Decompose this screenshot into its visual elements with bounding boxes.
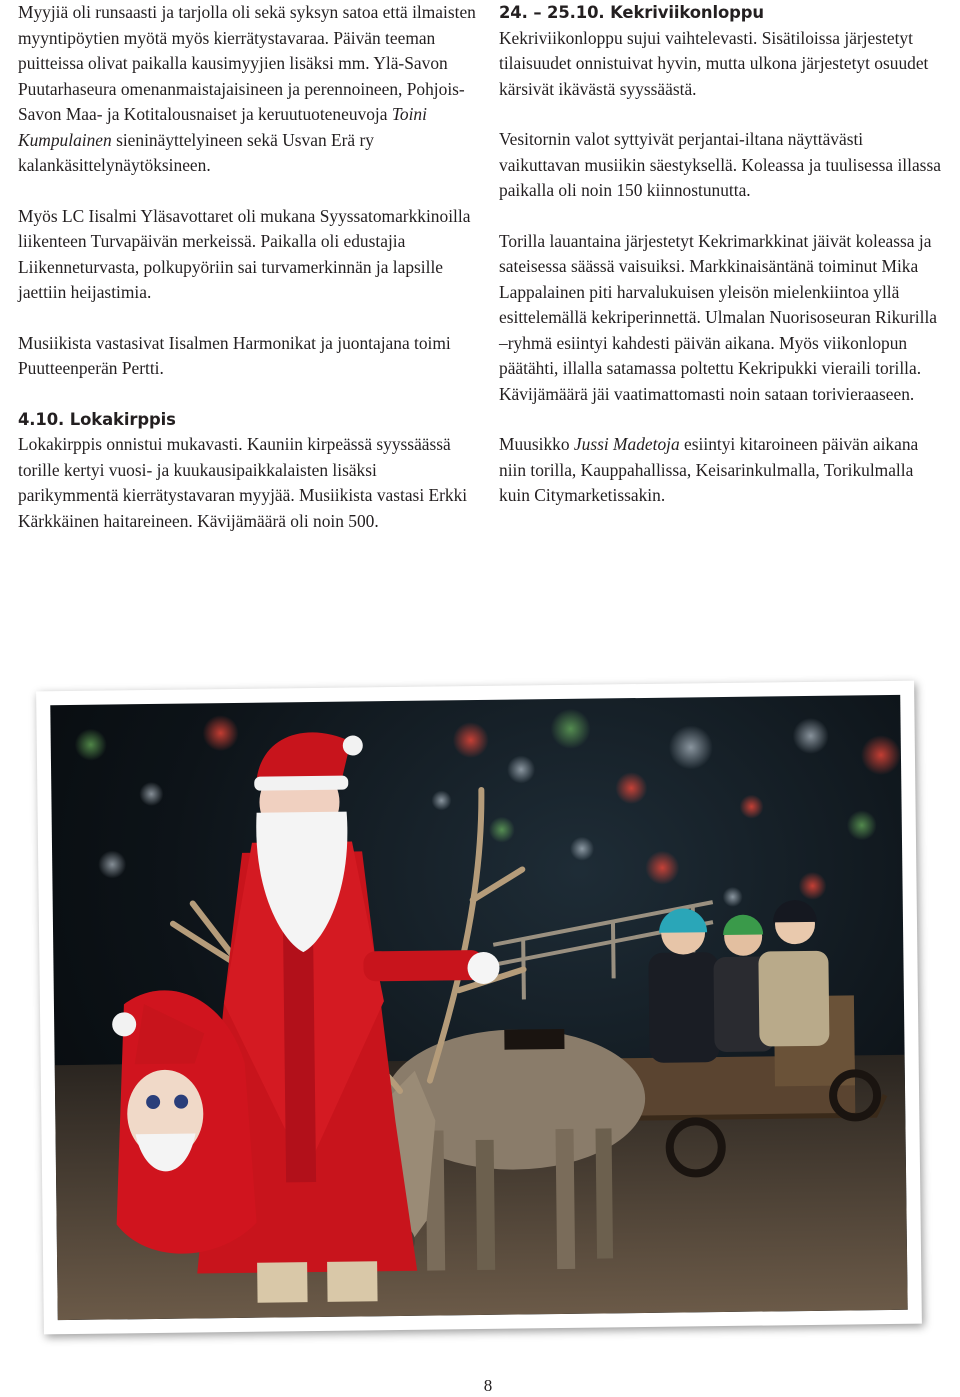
children: [648, 900, 830, 1063]
paragraph-lc-iisalmi: Myös LC Iisalmi Yläsavottaret oli mukana Syyssatomarkkinoilla liikenteen Turvapäivän merkeissä. Paikalla oli edustajia Liikenneturvasta, polkupyöriin sai turvamerkinnän ja lapsille jaettiin heijastimia.: [18, 205, 471, 302]
paragraph-vesitorni: Vesitornin valot syttyivät perjantai-iltana näyttävästi vaikuttavan musiikin säestyksellä. Koleassa ja tuulisessa illassa paikalla oli noin 150 kiinnostunutta.: [499, 129, 941, 200]
paragraph-kekri-intro: Kekriviikonloppu sujui vaihtelevasti. Sisätiloissa järjestetyt tilaisuudet onnistuivat hyvin, mutta ulkona järjestetyt osuudet kärsivät ikävästä syyssäästä.: [499, 27, 929, 99]
section-heading-lokakirppis: 4.10. Lokakirppis: [18, 409, 176, 429]
paragraph-musician: Muusikko Jussi Madetoja esiintyi kitaroineen päivän aikana niin torilla, Kauppahallissa, Keisarinkulmalla, Torikulmalla kuin Citymarketissakin.: [499, 434, 919, 505]
section-heading-kekriviikonloppu: 24. – 25.10. Kekriviikonloppu: [499, 3, 764, 22]
person-name: Jussi Madetoja: [573, 434, 680, 454]
paragraph-lokakirppis: Lokakirppis onnistui mukavasti. Kauniin kirpeässä syyssäässä torille kertyi vuosi- ja kuukausipaikkalaisten lisäksi parikymmentä kierrätystavaran myyjää. Musiikista vastasi Erkki Kärkkäinen haitareineen. Kävijämäärä oli noin 500.: [18, 434, 468, 531]
photo-santa-reindeer-sleigh: [50, 695, 907, 1320]
bokeh-lights: [74, 705, 902, 915]
photo-illustration: [50, 695, 907, 1320]
page-number: 8: [483, 1376, 493, 1395]
left-column: [18, 0, 478, 534]
paragraph-music: Musiikista vastasivat Iisalmen Harmonikat ja juontajana toimi Puutteenperän Pertti.: [18, 332, 451, 378]
paragraph-market-sellers: Myyjiä oli runsaasti ja tarjolla oli sekä syksyn satoa että ilmaisten myyntipöytien myötä myös kierrätystavaraa. Päivän teeman puitteissa olivat paikalla kausimyyjien lisäksi mm. Ylä-Savon Puutarhaseura omenanmaistajaisineen ja perennoineen, Pohjois-Savon Maa- ja Kotitalousnaiset ja keruutuoteneuvoja Toini Kumpulainen sieninäyttelyineen sekä Usvan Erä ry kalankäsittelynäytöksineen.: [18, 2, 476, 175]
right-column: [499, 0, 944, 509]
photo-frame: [36, 681, 922, 1335]
person-name: Toini Kumpulainen: [18, 104, 427, 150]
paragraph-kekrimarkkinat: Torilla lauantaina järjestetyt Kekrimarkkinat jäivät koleassa ja sateisessa säässä vaisuiksi. Markkinaisäntänä toiminut Mika Lappalainen piti harvalukuisen yleisön mielenkiintoa yllä esittelemällä kekriperinnettä. Ulmalan Nuorisoseuran Rikurilla –ryhmä esiintyi kahdesti päivän aikana. Myös viikonlopun päätähti, illalla satamassa poltettu Kekripukki vieraili torilla. Kävijämäärä jäi vaatimattomasti noin sataan torivieraaseen.: [499, 230, 938, 404]
